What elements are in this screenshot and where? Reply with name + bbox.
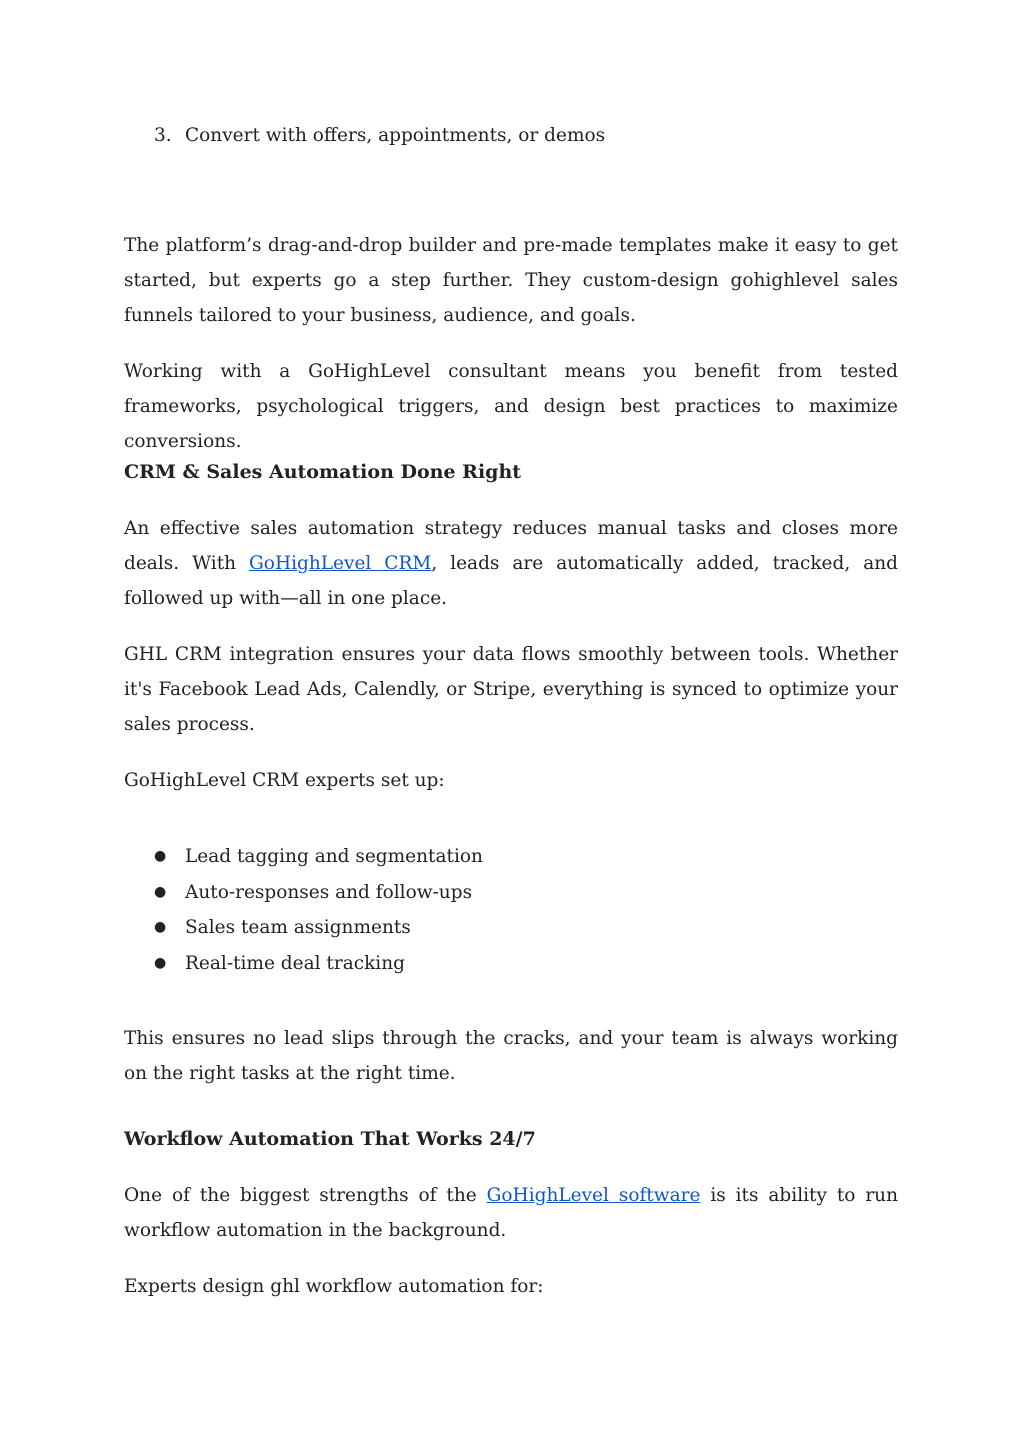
paragraph-no-lead-slips: This ensures no lead slips through the cracks, and your team is always working on the right tasks at the right time. <box>124 1028 898 1084</box>
bullet-icon: ● <box>154 919 167 935</box>
list-item-text: Lead tagging and segmentation <box>185 846 483 867</box>
list-item-text: Real-time deal tracking <box>185 952 405 974</box>
list-item-text: Sales team assignments <box>185 917 411 938</box>
numbered-list-item <box>154 118 605 153</box>
paragraph-builder: The platform’s drag-and-drop builder and pre-made templates make it easy to get started, but experts go a step further. They custom-design gohighlevel sales funnels tailored to your business, audience, and goals. <box>124 235 898 326</box>
paragraph-software-strengths <box>124 1178 898 1248</box>
paragraph-workflow-design: Experts design ghl workflow automation for: <box>124 1276 544 1297</box>
list-item <box>124 839 898 875</box>
bullet-icon: ● <box>154 883 167 900</box>
paragraph-text: One of the biggest strengths of the <box>124 1185 487 1206</box>
paragraph-sales-automation <box>124 511 898 616</box>
list-number: 3. <box>154 125 172 146</box>
heading-crm-sales: CRM & Sales Automation Done Right <box>124 461 522 483</box>
paragraph-text: , leads are automatically added, tracked, and followed up with—all in one place. <box>124 553 898 609</box>
paragraph-experts-setup: GoHighLevel CRM experts set up: <box>124 770 445 791</box>
list-item <box>124 946 898 982</box>
gohighlevel-software-link[interactable]: GoHighLevel software <box>486 1185 701 1206</box>
paragraph-consultant: Working with a GoHighLevel consultant means you benefit from tested frameworks, psychological triggers, and design best practices to maximize conversions. <box>124 361 898 452</box>
list-item <box>124 875 898 911</box>
bullet-icon: ● <box>154 848 167 864</box>
paragraph-text: is its ability to run workflow automation in the background. <box>124 1185 898 1241</box>
bullet-list <box>124 839 898 981</box>
gohighlevel-crm-link[interactable]: GoHighLevel CRM <box>249 553 432 574</box>
list-item-text: Convert with offers, appointments, or demos <box>185 125 606 146</box>
paragraph-text: An effective sales automation strategy reduces manual tasks and closes more deals. With <box>124 518 898 574</box>
paragraph-crm-integration: GHL CRM integration ensures your data flows smoothly between tools. Whether it's Facebook Lead Ads, Calendly, or Stripe, everything is synced to optimize your sales process. <box>124 644 898 735</box>
list-item <box>124 910 898 946</box>
heading-workflow-automation: Workflow Automation That Works 24/7 <box>124 1128 536 1150</box>
bullet-icon: ● <box>154 954 167 971</box>
list-item-text: Auto-responses and follow-ups <box>185 881 473 903</box>
